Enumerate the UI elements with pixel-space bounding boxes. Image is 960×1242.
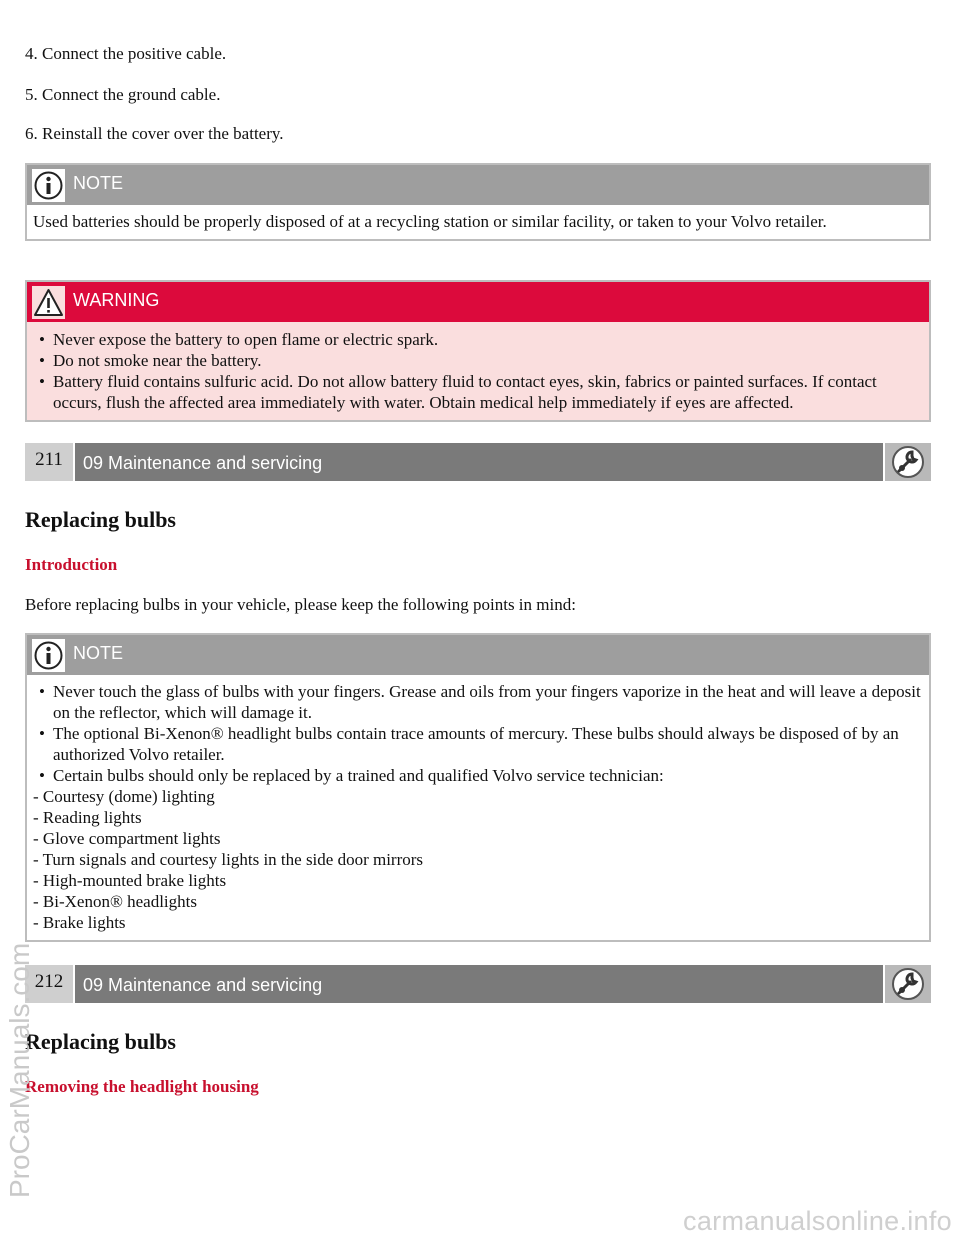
chapter-title: 09 Maintenance and servicing [75, 443, 883, 481]
dash-item: - Reading lights [33, 808, 142, 827]
note-label: NOTE [73, 173, 124, 193]
dash-item: - Bi-Xenon® headlights [33, 892, 197, 911]
wrench-icon [885, 443, 931, 481]
dash-item: - Brake lights [33, 913, 126, 932]
note-list [33, 681, 923, 786]
page-number: 212 [25, 965, 73, 1003]
note-text: Used batteries should be properly disposed of at a recycling station or similar facility, or taken to your Volvo retailer. [33, 212, 827, 231]
note-box-battery [25, 163, 931, 241]
section-heading: Replacing bulbs [25, 507, 176, 532]
footer-watermark: carmanualsonline.info [683, 1206, 952, 1236]
info-icon [32, 169, 65, 202]
note-header [27, 635, 929, 675]
list-item: • Do not smoke near the battery. [33, 350, 923, 371]
warning-label: WARNING [73, 290, 160, 310]
list-item: • Never expose the battery to open flame or electric spark. [33, 329, 923, 350]
warning-box [25, 280, 931, 422]
step-4: 4. Connect the positive cable. [25, 44, 227, 63]
dash-item: - Glove compartment lights [33, 829, 221, 848]
note-label: NOTE [73, 643, 124, 663]
list-item: • Battery fluid contains sulfuric acid. Do not allow battery fluid to contact eyes, skin, fabrics or painted surfaces. If contact occurs, flush the affected area immediately with water. Obtain medical help immediately if eyes are affected. [33, 371, 923, 413]
dash-item: - Courtesy (dome) lighting [33, 787, 215, 806]
step-5: 5. Connect the ground cable. [25, 85, 221, 104]
chapter-bar-212 [25, 965, 931, 1003]
list-item: • Never touch the glass of bulbs with your fingers. Grease and oils from your fingers vaporize in the heat and will leave a deposit on the reflector, which will damage it. [33, 681, 923, 723]
intro-text: Before replacing bulbs in your vehicle, please keep the following points in mind: [25, 595, 576, 614]
section-subheading: Introduction [25, 555, 118, 574]
warning-header [27, 282, 929, 322]
wrench-icon [885, 965, 931, 1003]
section-heading: Replacing bulbs [25, 1029, 176, 1054]
dash-item: - Turn signals and courtesy lights in the side door mirrors [33, 850, 424, 869]
dash-item: - High-mounted brake lights [33, 871, 227, 890]
step-6: 6. Reinstall the cover over the battery. [25, 124, 284, 143]
watermark [0, 600, 38, 1200]
note-header [27, 165, 929, 205]
warning-icon [32, 286, 65, 319]
chapter-title: 09 Maintenance and servicing [75, 965, 883, 1003]
list-item: • Certain bulbs should only be replaced by a trained and qualified Volvo service technician: [33, 765, 923, 786]
section-subheading: Removing the headlight housing [25, 1077, 259, 1096]
note-box-bulbs [25, 633, 931, 942]
warning-list [33, 329, 923, 413]
list-item: • The optional Bi-Xenon® headlight bulbs contain trace amounts of mercury. These bulbs should always be disposed of by an authorized Volvo retailer. [33, 723, 923, 765]
page-number: 211 [25, 443, 73, 481]
chapter-bar-211 [25, 443, 931, 481]
watermark-text: ProCarManuals.com [4, 942, 35, 1198]
